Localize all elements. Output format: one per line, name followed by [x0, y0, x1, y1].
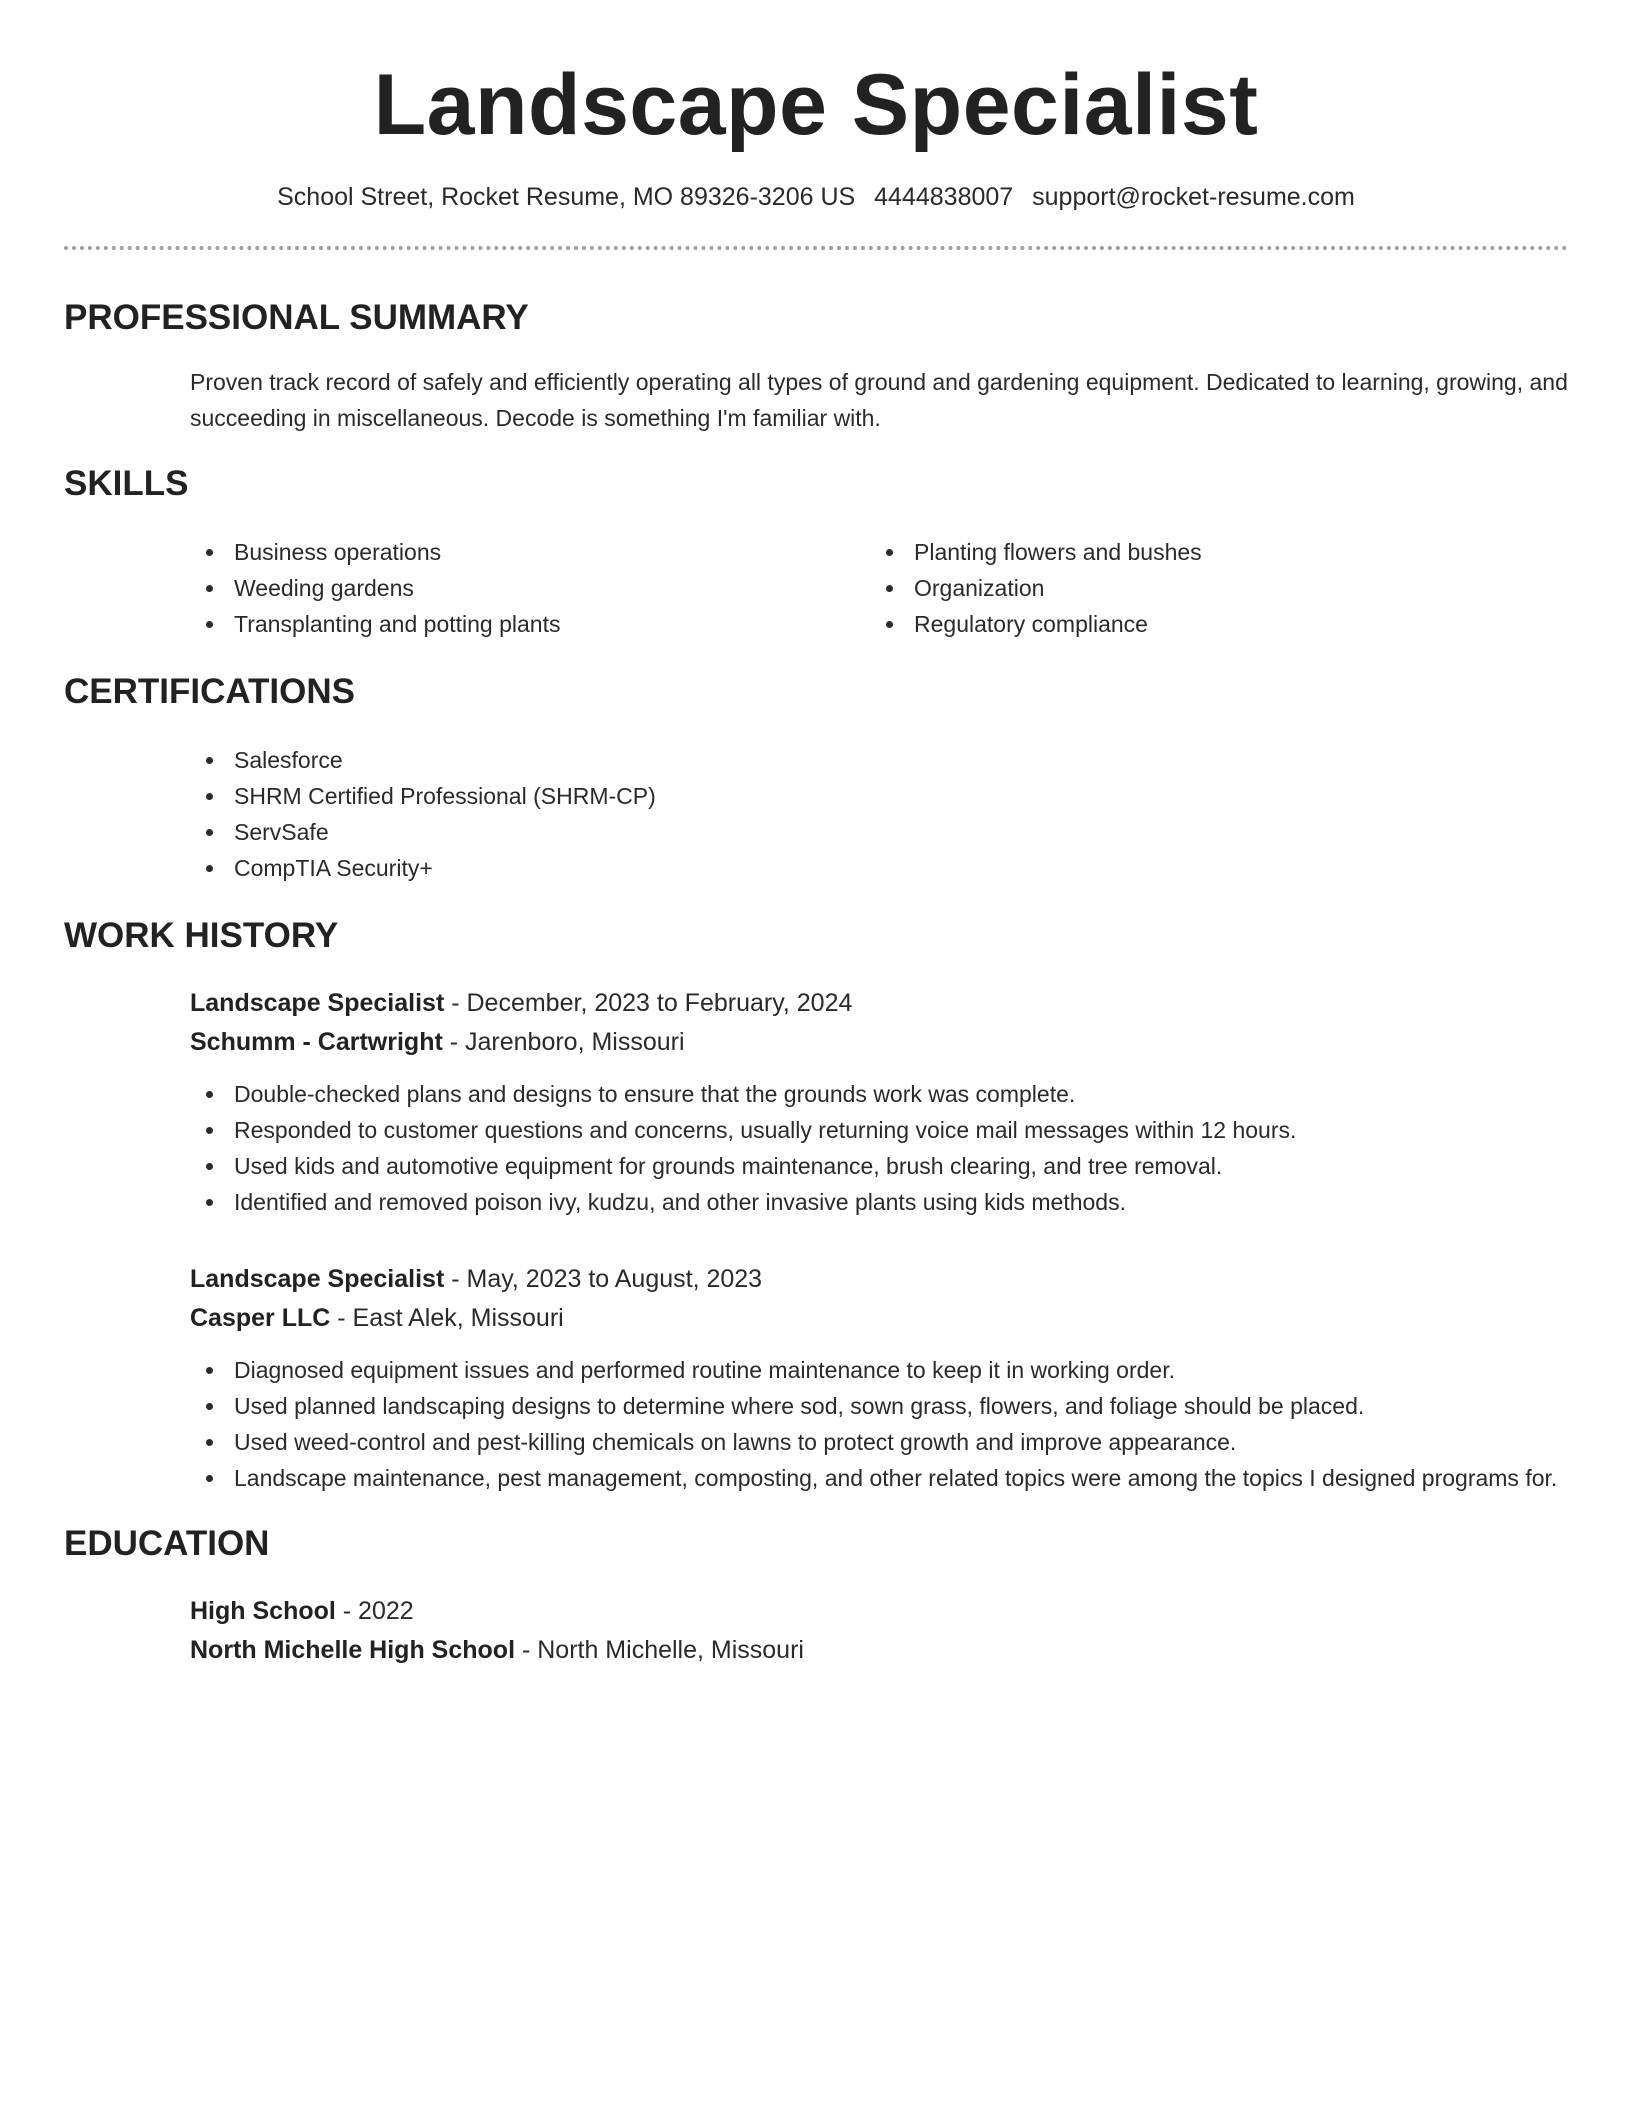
work-history-section — [64, 916, 1568, 1496]
job-bullet: Diagnosed equipment issues and performed routine maintenance to keep it in working order. — [190, 1352, 1568, 1388]
job-title-line — [190, 1260, 1568, 1299]
job-title-line — [190, 984, 1568, 1023]
degree-name: High School — [190, 1597, 336, 1625]
job-entry — [190, 1260, 1568, 1496]
job-bullet: Double-checked plans and designs to ensure that the grounds work was complete. — [190, 1076, 1568, 1112]
email-text: support@rocket-resume.com — [1032, 183, 1355, 211]
summary-section — [64, 298, 1568, 436]
job-bullet: Landscape maintenance, pest management, composting, and other related topics were among the topics I designed programs for. — [190, 1460, 1568, 1496]
skill-item: Weeding gardens — [190, 570, 870, 606]
job-bullets — [190, 1076, 1568, 1220]
certifications-section — [64, 672, 1568, 886]
degree-line — [190, 1592, 1568, 1631]
job-company: Schumm - Cartwright — [190, 1028, 443, 1056]
skill-item: Organization — [870, 570, 1550, 606]
skills-section — [64, 464, 1568, 642]
school-line — [190, 1631, 1568, 1670]
job-company-line — [190, 1299, 1568, 1338]
skills-grid — [190, 534, 1568, 642]
resume-page — [64, 0, 1568, 1670]
education-entry — [190, 1592, 1568, 1670]
job-dates: - December, 2023 to February, 2024 — [444, 989, 853, 1017]
header-divider — [64, 246, 1568, 250]
address-text: School Street, Rocket Resume, MO 89326-3206 US — [277, 183, 856, 211]
skill-item: Regulatory compliance — [870, 606, 1550, 642]
skill-item: Planting flowers and bushes — [870, 534, 1550, 570]
certifications-list — [190, 742, 1568, 886]
skill-item: Business operations — [190, 534, 870, 570]
job-bullet: Used planned landscaping designs to determine where sod, sown grass, flowers, and foliage should be placed. — [190, 1388, 1568, 1424]
work-history-heading: WORK HISTORY — [64, 916, 339, 955]
job-bullet: Used weed-control and pest-killing chemicals on lawns to protect growth and improve appearance. — [190, 1424, 1568, 1460]
certification-item: SHRM Certified Professional (SHRM-CP) — [190, 778, 1568, 814]
contact-line — [64, 182, 1568, 212]
job-bullet: Used kids and automotive equipment for grounds maintenance, brush clearing, and tree removal. — [190, 1148, 1568, 1184]
candidate-name: Landscape Specialist — [373, 57, 1259, 153]
summary-text: Proven track record of safely and efficiently operating all types of ground and gardening equipment. Dedicated to learning, growing, and succeeding in miscellaneous. Decode is something I'm familiar with. — [190, 369, 1568, 431]
certification-item: Salesforce — [190, 742, 1568, 778]
skill-item: Transplanting and potting plants — [190, 606, 870, 642]
job-entry — [190, 984, 1568, 1220]
skills-heading: SKILLS — [64, 464, 189, 503]
summary-heading: PROFESSIONAL SUMMARY — [64, 298, 529, 337]
degree-year: - 2022 — [335, 1597, 414, 1625]
job-role: Landscape Specialist — [190, 1265, 445, 1293]
skills-right-list — [870, 534, 1550, 642]
school-location: - North Michelle, Missouri — [515, 1636, 804, 1664]
education-section — [64, 1524, 1568, 1670]
certification-item: CompTIA Security+ — [190, 850, 1568, 886]
job-location: - Jarenboro, Missouri — [442, 1028, 685, 1056]
job-role: Landscape Specialist — [190, 989, 445, 1017]
phone-text: 4444838007 — [874, 183, 1014, 211]
job-location: - East Alek, Missouri — [330, 1304, 564, 1332]
skills-left-list — [190, 534, 870, 642]
job-dates: - May, 2023 to August, 2023 — [444, 1265, 763, 1293]
education-heading: EDUCATION — [64, 1524, 270, 1563]
certifications-heading: CERTIFICATIONS — [64, 672, 356, 711]
school-name: North Michelle High School — [190, 1636, 516, 1664]
job-company: Casper LLC — [190, 1304, 331, 1332]
job-bullets — [190, 1352, 1568, 1496]
job-bullet: Identified and removed poison ivy, kudzu, and other invasive plants using kids methods. — [190, 1184, 1568, 1220]
job-bullet: Responded to customer questions and concerns, usually returning voice mail messages within 12 hours. — [190, 1112, 1568, 1148]
job-company-line — [190, 1023, 1568, 1062]
certification-item: ServSafe — [190, 814, 1568, 850]
